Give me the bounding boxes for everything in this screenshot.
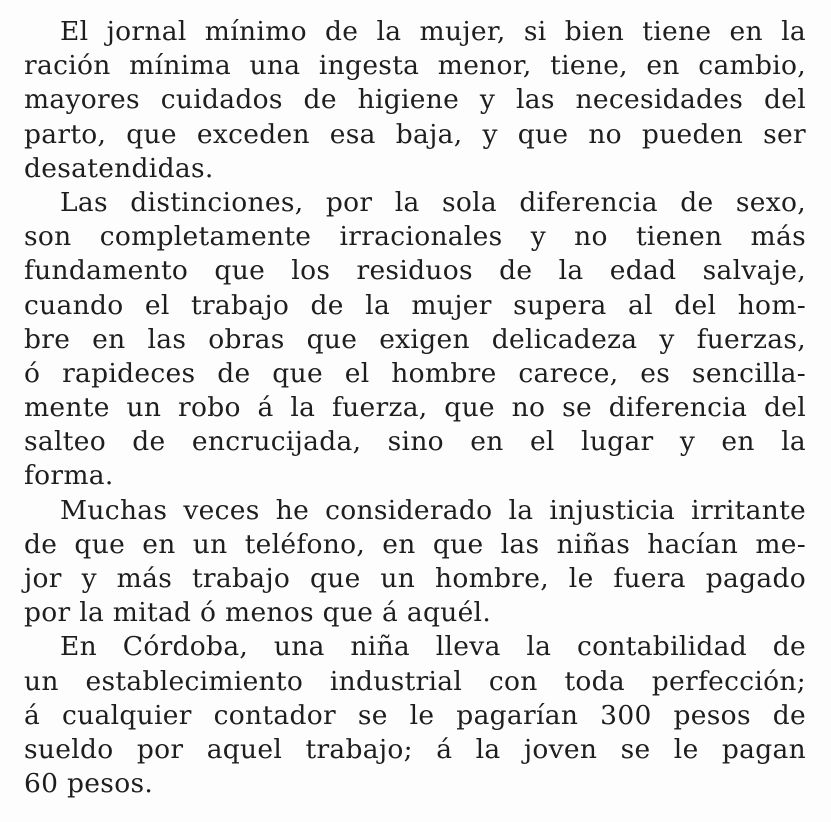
paragraph-2 <box>24 186 806 494</box>
text-line: Las distinciones, por la sola diferencia de sexo, <box>60 186 806 218</box>
text-line: de que en un teléfono, en que las niñas hacían me- <box>24 528 806 560</box>
text-line: El jornal mínimo de la mujer, si bien tiene en la <box>60 16 806 47</box>
text-line: Muchas veces he considerado la injusticia irritante <box>60 494 806 526</box>
text-line: 60 pesos. <box>24 768 154 800</box>
paragraph-1 <box>24 15 806 186</box>
text-line: desatendidas. <box>24 152 214 184</box>
text-line: por la mitad ó menos que á aquél. <box>24 597 492 629</box>
text-line: salteo de encrucijada, sino en el lugar y en la <box>24 426 806 458</box>
text-line: fundamento que los residuos de la edad salvaje, <box>24 255 806 287</box>
text-line: bre en las obras que exigen delicadeza y fuerzas, <box>24 323 806 355</box>
text-line: á cualquier contador se le pagarían 300 pesos de <box>24 699 806 731</box>
text-line: parto, que exceden esa baja, y que no pueden ser <box>24 118 806 150</box>
text-line: mente un robo á la fuerza, que no se diferencia del <box>24 392 806 424</box>
document-body <box>24 15 806 801</box>
text-line: En Córdoba, una niña lleva la contabilidad de <box>60 631 806 663</box>
text-line: ó rapideces de que el hombre carece, es sencilla- <box>24 357 806 389</box>
text-line: un establecimiento industrial con toda perfección; <box>24 665 806 697</box>
text-line: jor y más trabajo que un hombre, le fuera pagado <box>24 563 806 594</box>
paragraph-4 <box>24 630 806 801</box>
paragraph-3 <box>24 494 806 631</box>
text-line: mayores cuidados de higiene y las necesidades del <box>24 84 806 116</box>
text-line: ración mínima una ingesta menor, tiene, en cambio, <box>24 50 806 82</box>
text-line: cuando el trabajo de la mujer supera al del hom- <box>24 289 806 321</box>
text-line: forma. <box>24 460 114 492</box>
text-line: son completamente irracionales y no tienen más <box>24 221 806 253</box>
text-line: sueldo por aquel trabajo; á la joven se le pagan <box>24 733 806 765</box>
